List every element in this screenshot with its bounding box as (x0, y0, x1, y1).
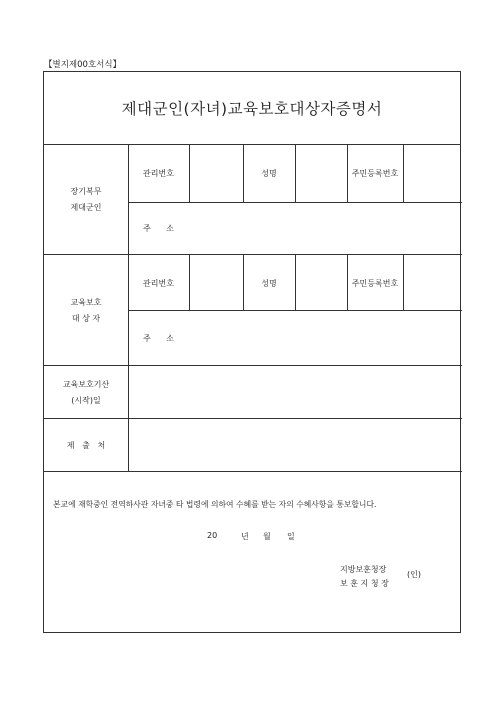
student-name-label: 성명 (261, 279, 277, 288)
student-mgmt-no-label: 관리번호 (143, 279, 174, 288)
divider (44, 471, 462, 472)
student-name-field[interactable] (296, 255, 346, 309)
seal-mark: (인) (407, 570, 421, 579)
title-area (44, 72, 460, 145)
date-year-prefix: 20 (207, 531, 218, 540)
date-day: 일 (287, 532, 295, 541)
student-resident-no-label: 주민등록번호 (351, 279, 399, 288)
signatory-title: 보 훈 지 청 장 (340, 579, 389, 588)
veteran-address-label: 주 소 (143, 224, 174, 233)
date-month: 월 (263, 532, 271, 541)
veteran-heading: 장기복무 (70, 187, 102, 196)
veteran-heading: 제대군인 (70, 203, 102, 212)
student-resident-no-field[interactable] (404, 255, 461, 309)
notice-statement: 본교에 재학중인 전역하사관 자녀중 타 법령에 의하여 수혜를 받는 자의 수혜사항을 통보합니다. (53, 500, 377, 509)
veteran-resident-no-label: 주민등록번호 (351, 169, 399, 178)
date-year: 년 (241, 532, 249, 541)
document-title: 제대군인(자녀)교육보호대상자증명서 (121, 100, 383, 118)
signatory-title: 지방보훈청장 (340, 565, 387, 574)
start-date-field[interactable] (129, 366, 461, 417)
veteran-name-label: 성명 (261, 169, 277, 178)
student-address-label: 주 소 (143, 334, 174, 343)
student-heading: 교육보호 (70, 298, 102, 307)
student-heading: 대 상 자 (71, 314, 101, 323)
divider (44, 254, 462, 255)
veteran-resident-no-field[interactable] (404, 146, 461, 201)
start-date-label: 교육보호기산 (62, 380, 110, 389)
certificate-form (43, 71, 461, 633)
form-number-label: 【별지제00호서식】 (44, 60, 122, 70)
submit-to-field[interactable] (129, 419, 461, 470)
start-date-label: (시작)일 (71, 396, 101, 405)
veteran-mgmt-no-field[interactable] (190, 146, 242, 201)
submit-to-label: 제 출 처 (66, 441, 106, 450)
student-mgmt-no-field[interactable] (190, 255, 242, 309)
veteran-mgmt-no-label: 관리번호 (143, 169, 174, 178)
veteran-address-field[interactable] (190, 203, 461, 253)
student-address-field[interactable] (190, 311, 461, 364)
veteran-name-field[interactable] (296, 146, 346, 201)
